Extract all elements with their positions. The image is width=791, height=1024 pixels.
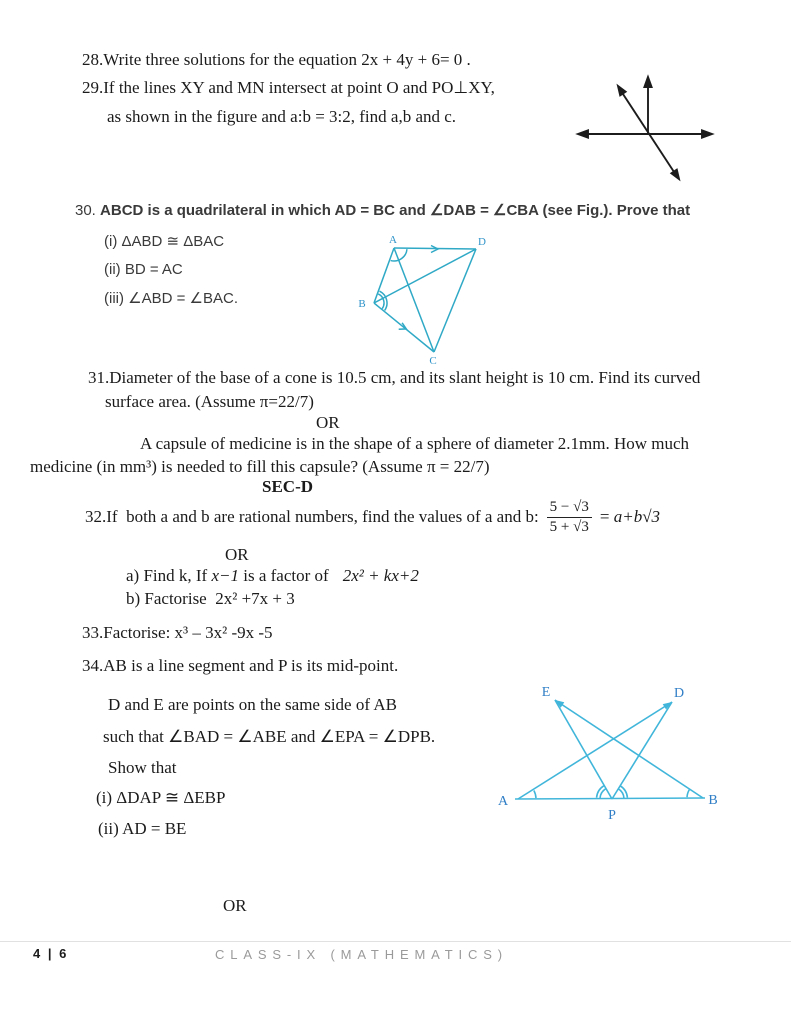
angle-arc-p-left-inner (600, 789, 606, 798)
vertex-label-p: P (608, 808, 616, 823)
line-b-to-e (555, 700, 703, 798)
vertex-label-a: A (497, 794, 509, 809)
line-d-to-p (612, 702, 672, 799)
question-32-text: If both a and b are rational numbers, find the values of a and b: (106, 507, 539, 526)
arrowhead-right (702, 130, 712, 137)
question-30-item-iii: (iii) ∠ABD = ∠BAC. (104, 290, 238, 307)
question-33 (82, 623, 273, 643)
part-a-math1: x−1 (211, 566, 239, 585)
side-cd (434, 249, 476, 352)
rhs-expression: a+b√3 (613, 507, 661, 526)
question-31-line1 (88, 368, 700, 388)
question-32-number: 32. (85, 507, 107, 526)
question-34-or: OR (223, 896, 247, 915)
arrowhead-upper-left (618, 86, 626, 95)
question-31-text: Diameter of the base of a cone is 10.5 cm, and its slant height is 10 cm. Find its curved (109, 368, 701, 387)
vertex-label-b: B (358, 298, 366, 310)
question-32-part-b: b) Factorise 2x² +7x + 3 (126, 589, 295, 608)
part-a-math2: 2x² + kx+2 (342, 566, 419, 585)
vertex-label-d: D (478, 236, 486, 248)
question-33-text: Factorise: x³ – 3x² -9x -5 (103, 623, 273, 642)
question-31-number: 31. (88, 368, 110, 387)
equation-rhs (600, 507, 660, 527)
footer-course-label: CLASS-IX (MATHEMATICS) (215, 947, 508, 962)
equals-sign: = (599, 507, 614, 526)
question-30-item-i: (i) ΔABD ≅ ΔBAC (104, 233, 225, 250)
question-30-text: ABCD is a quadrilateral in which AD = BC and ∠DAB = ∠CBA (see Fig.). Prove that (100, 202, 691, 219)
question-33-number: 33. (82, 623, 104, 642)
question-29-line2: as shown in the figure and a:b = 3:2, find a,b and c. (107, 107, 457, 126)
vertex-label-d: D (673, 686, 685, 701)
base-line-ab (515, 798, 705, 799)
question-34-item-ii: (ii) AD = BE (98, 819, 187, 838)
question-28-number: 28. (82, 50, 104, 69)
question-34-number: 34. (82, 656, 104, 675)
question-28-text: Write three solutions for the equation 2x + 4y + 6= 0 . (103, 50, 471, 69)
diagonal-bd (374, 249, 476, 303)
angle-arc-a (534, 791, 536, 799)
question-34-line4: Show that (108, 758, 177, 777)
line-e-to-p (555, 700, 612, 799)
vertex-label-a: A (389, 234, 397, 246)
question-31-alt-line1: A capsule of medicine is in the shape of a sphere of diameter 2.1mm. How much (140, 434, 690, 453)
question-31-alt-line2: medicine (in mm³) is needed to fill this capsule? (Assume π = 22/7) (30, 457, 490, 476)
question-34-line2: D and E are points on the same side of AB (108, 695, 397, 714)
question-30-item-ii: (ii) BD = AC (104, 261, 183, 278)
part-a-text1: a) Find k, If (126, 566, 212, 585)
question-29-text: If the lines XY and MN intersect at point O and PO⊥XY, (103, 78, 495, 97)
question-28 (82, 50, 471, 70)
intersecting-lines-figure (565, 65, 715, 187)
line-a-to-d (518, 702, 672, 799)
question-29-number: 29. (82, 78, 104, 97)
fraction-denominator: 5 + √3 (547, 517, 592, 537)
question-32-lead (85, 507, 539, 527)
question-32 (85, 494, 660, 540)
question-30-number: 30. (75, 202, 96, 219)
question-32-part-a (126, 566, 419, 586)
angle-arc-p-right-inner (618, 789, 624, 798)
arrowhead-up (644, 77, 651, 87)
question-34 (82, 656, 398, 676)
fraction (547, 498, 592, 537)
angle-arc-b (687, 790, 689, 797)
question-31-line2: surface area. (Assume π=22/7) (105, 392, 314, 411)
question-31-or: OR (316, 413, 340, 432)
question-34-item-i: (i) ΔDAP ≅ ΔEBP (96, 788, 226, 807)
triangle-star-figure (492, 678, 737, 826)
fraction-numerator: 5 − √3 (549, 498, 589, 515)
quadrilateral-abcd-figure (356, 230, 536, 370)
question-34-line3: such that ∠BAD = ∠ABE and ∠EPA = ∠DPB. (103, 727, 436, 746)
footer-divider (0, 941, 791, 942)
section-d-heading: SEC-D (262, 477, 314, 496)
vertex-label-b: B (708, 793, 718, 808)
part-a-text2: is a factor of (239, 566, 329, 585)
vertex-label-c: C (429, 355, 437, 367)
footer-page-number: 4 | 6 (33, 946, 69, 961)
question-29-line1 (82, 78, 495, 98)
question-30 (75, 202, 690, 220)
question-32-or: OR (225, 545, 249, 564)
question-34-text: AB is a line segment and P is its mid-point. (103, 656, 399, 675)
vertex-label-e: E (541, 685, 551, 700)
arrowhead-left (578, 130, 588, 137)
